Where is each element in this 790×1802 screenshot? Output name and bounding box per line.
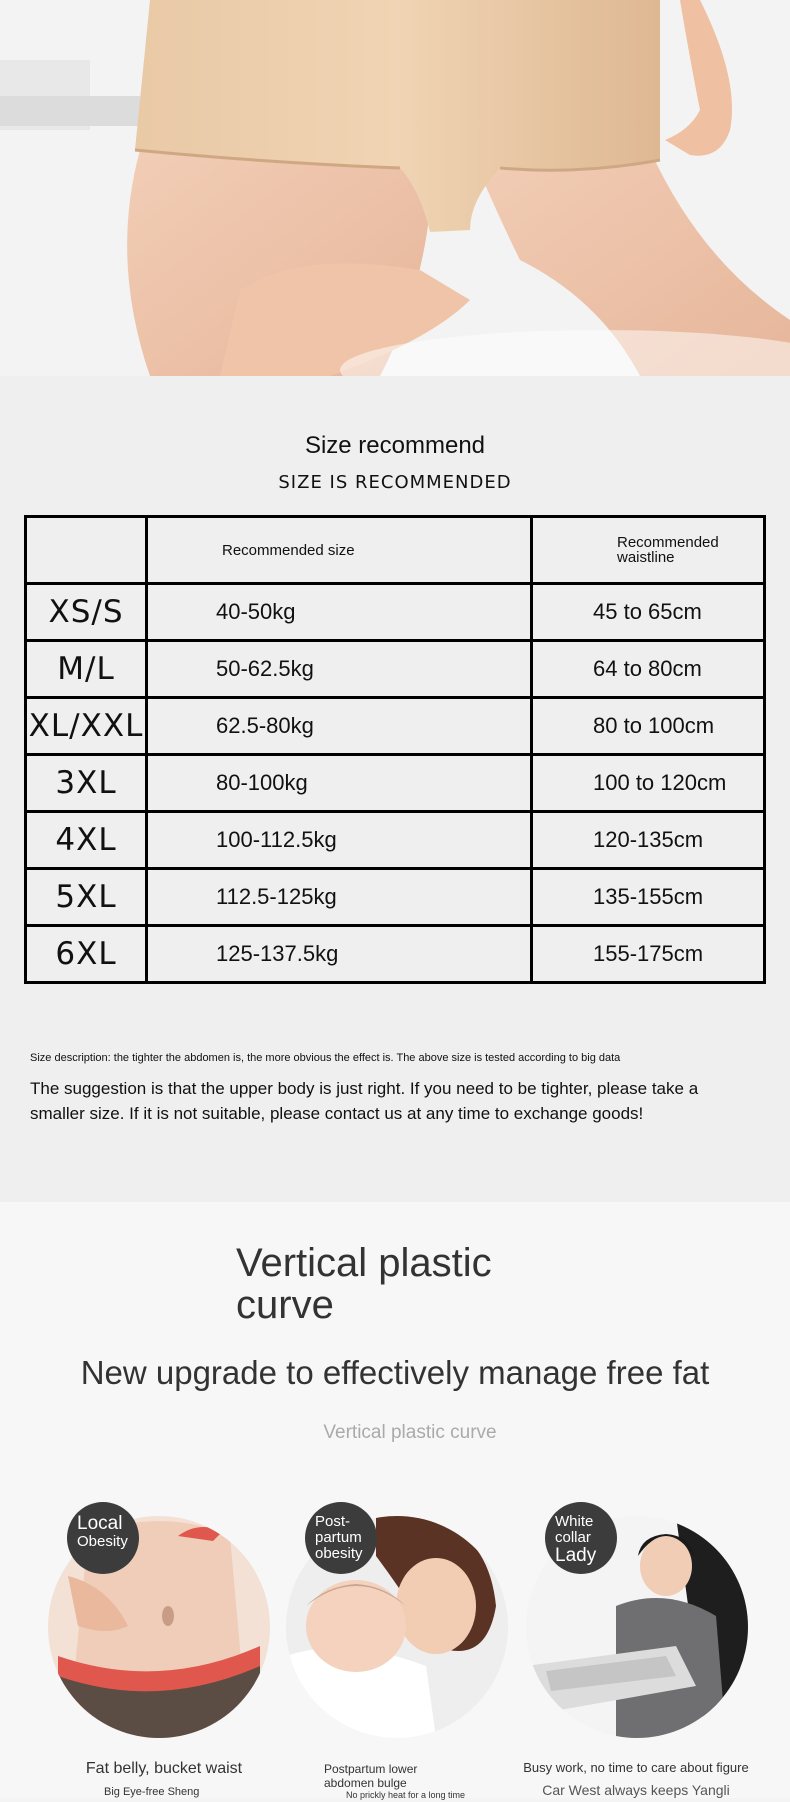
model-shaping-shorts-illustration — [0, 0, 790, 376]
weight-value: 125-137.5kg — [147, 926, 532, 983]
hero-product-photo — [0, 0, 790, 376]
card-subcaption: No prickly heat for a long time — [346, 1790, 466, 1800]
table-row — [26, 698, 765, 755]
size-label: XS/S — [48, 594, 124, 630]
weight-value: 62.5-80kg — [147, 698, 532, 755]
table-row — [26, 755, 765, 812]
size-table-header — [26, 517, 765, 584]
size-label: 6XL — [55, 936, 117, 972]
card-caption: Busy work, no time to care about figure — [523, 1760, 749, 1775]
weight-value: 40-50kg — [147, 584, 532, 641]
table-row — [26, 869, 765, 926]
upgrade-headline: New upgrade to effectively manage free fat — [80, 1354, 710, 1391]
header-recommended-waistline-text: Recommended waistline — [617, 534, 719, 566]
table-row — [26, 812, 765, 869]
card-postpartum-obesity — [272, 1502, 504, 1802]
waist-value: 80 to 100cm — [532, 698, 765, 755]
size-label: 3XL — [55, 765, 117, 801]
size-section-subtitle: SIZE IS RECOMMENDED — [278, 472, 512, 493]
badge-postpartum-obesity — [305, 1502, 377, 1574]
header-recommended-waistline — [532, 517, 765, 584]
badge-line1: Local — [77, 1513, 123, 1534]
card-white-collar-lady — [512, 1502, 749, 1802]
badge-line1: White collar — [555, 1513, 594, 1546]
vertical-curve-subtitle: Vertical plastic curve — [323, 1422, 497, 1443]
size-label: XL/XXL — [28, 708, 144, 744]
weight-value: 50-62.5kg — [147, 641, 532, 698]
size-section-title: Size recommend — [304, 432, 486, 459]
waist-value: 64 to 80cm — [532, 641, 765, 698]
size-table — [24, 515, 766, 984]
weight-value: 80-100kg — [147, 755, 532, 812]
size-recommend-section — [0, 376, 790, 1202]
size-label: M/L — [57, 651, 115, 687]
card-subcaption: Car West always keeps Yangli — [542, 1782, 730, 1798]
size-label: 5XL — [55, 879, 117, 915]
badge-white-collar-lady — [545, 1502, 617, 1574]
table-row — [26, 926, 765, 983]
card-caption: Postpartum lower abdomen bulge — [324, 1762, 418, 1790]
badge-line2: obesity — [315, 1545, 363, 1562]
card-subcaption: Big Eye-free Sheng — [104, 1786, 200, 1798]
waist-value: 45 to 65cm — [532, 584, 765, 641]
size-suggestion-text: The suggestion is that the upper body is just right. If you need to be tighter, please take a smaller size. If it is not suitable, please contact us at any time to exchange goods! — [30, 1079, 699, 1123]
table-row — [26, 641, 765, 698]
badge-line2: Obesity — [77, 1533, 128, 1550]
vertical-curve-title: Vertical plastic curve — [236, 1241, 492, 1327]
vertical-curve-section — [0, 1202, 790, 1798]
waist-value: 120-135cm — [532, 812, 765, 869]
badge-local-obesity — [67, 1502, 139, 1574]
table-row — [26, 584, 765, 641]
badge-line2: Lady — [555, 1545, 597, 1566]
weight-value: 100-112.5kg — [147, 812, 532, 869]
size-label: 4XL — [55, 822, 117, 858]
waist-value: 155-175cm — [532, 926, 765, 983]
card-caption: Fat belly, bucket waist — [85, 1760, 243, 1777]
header-size-cell — [26, 517, 147, 584]
header-recommended-size: Recommended size — [147, 517, 532, 584]
size-description-note: Size description: the tighter the abdomen is, the more obvious the effect is. The above size is tested according to big data — [30, 1052, 621, 1064]
waist-value: 100 to 120cm — [532, 755, 765, 812]
waist-value: 135-155cm — [532, 869, 765, 926]
weight-value: 112.5-125kg — [147, 869, 532, 926]
card-local-obesity — [34, 1502, 266, 1802]
badge-line1: Post-partum — [315, 1513, 362, 1546]
